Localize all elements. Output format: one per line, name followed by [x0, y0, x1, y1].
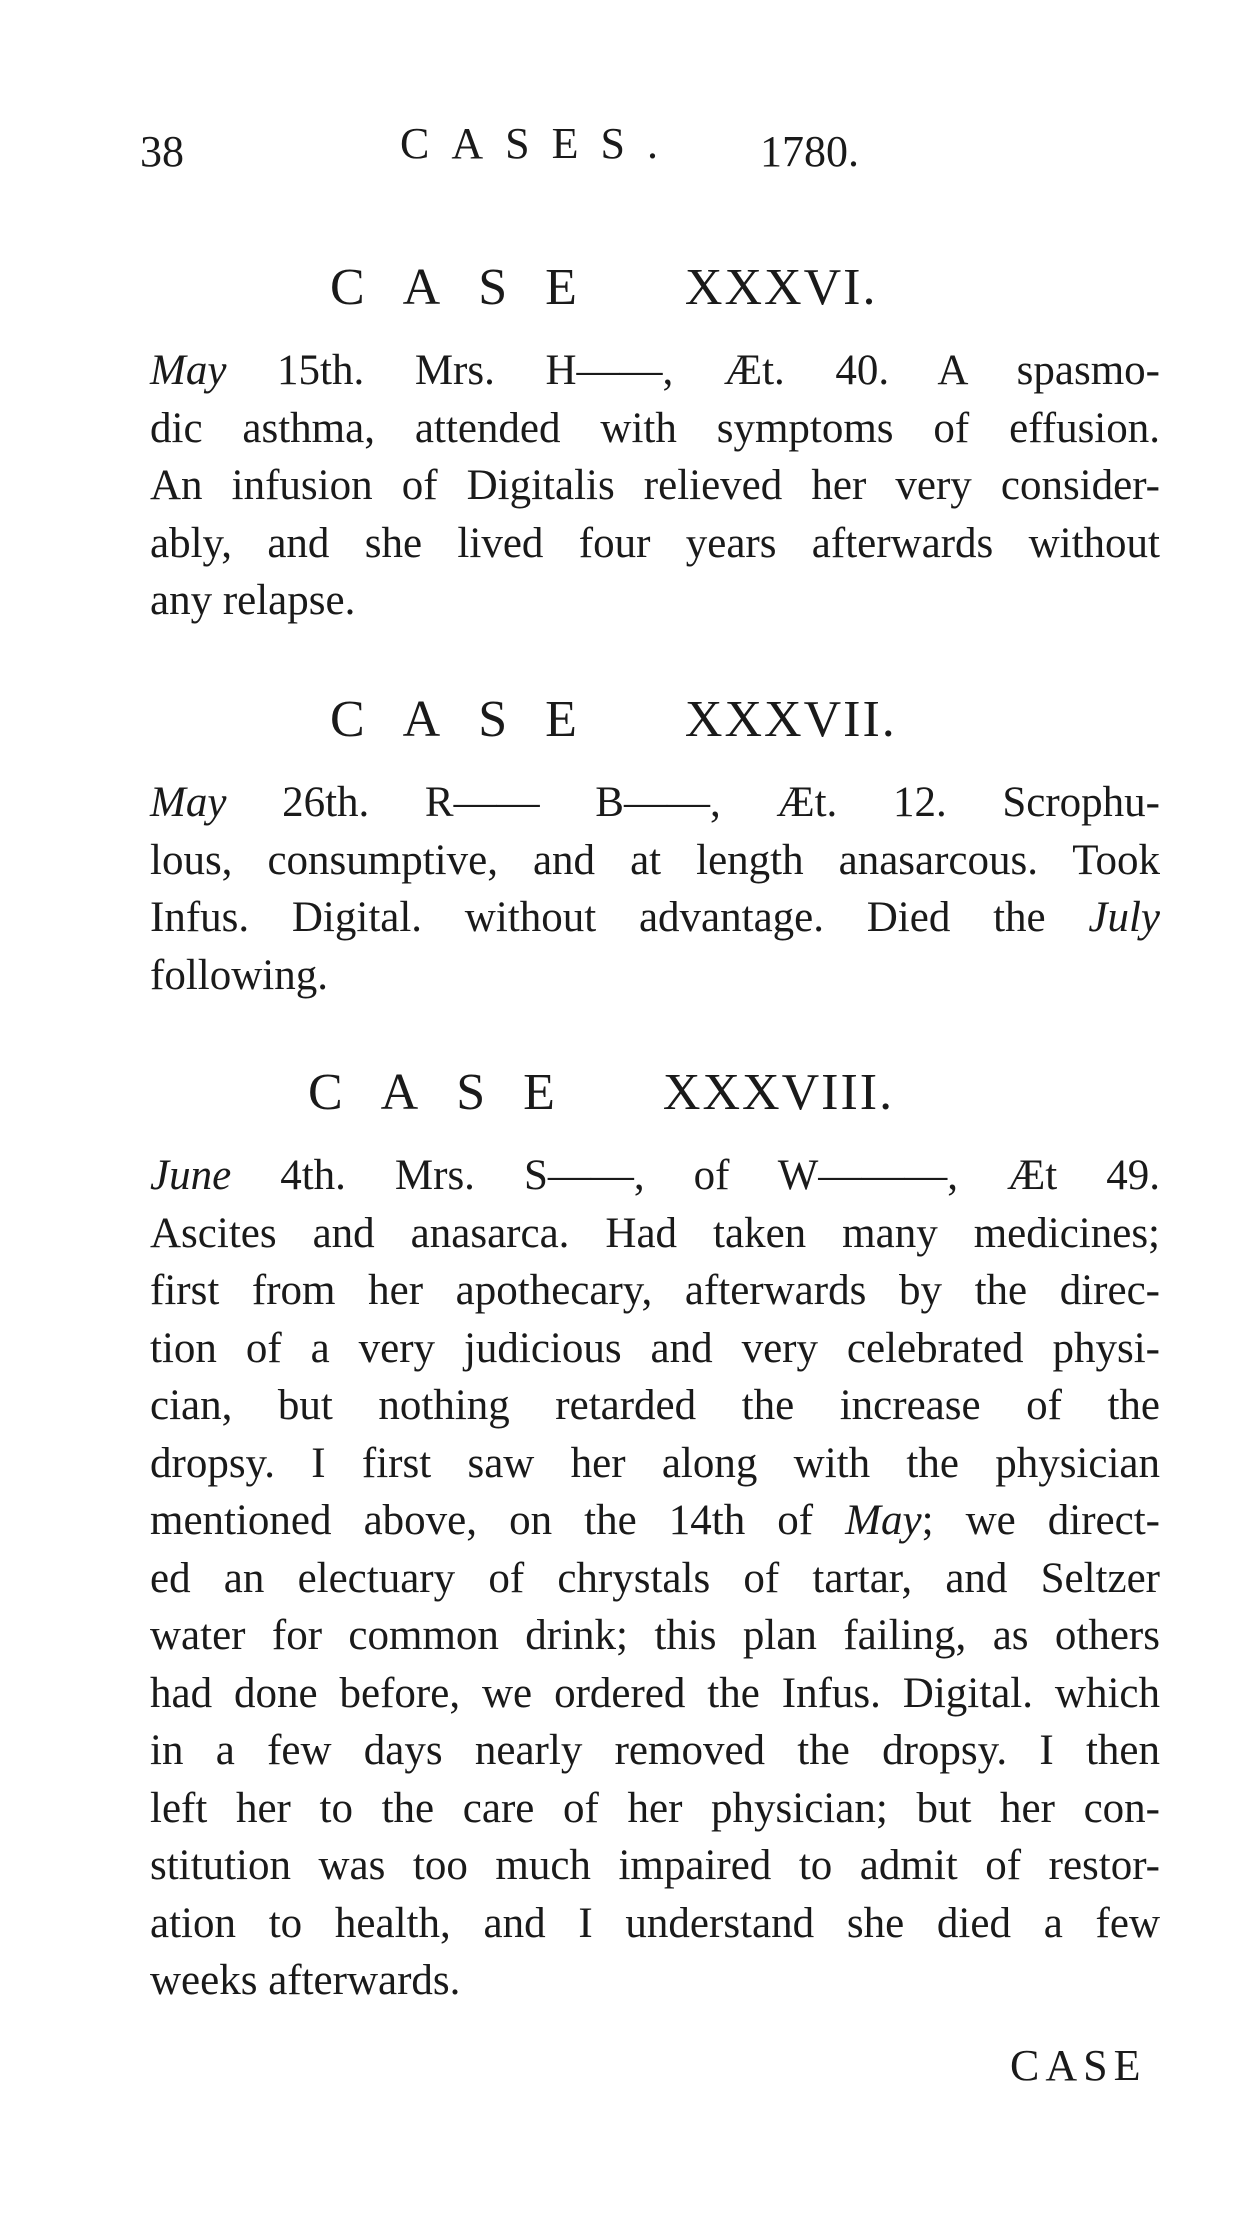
- running-head: [140, 118, 960, 178]
- text-line: tion of a very judicious and very celebrated physi-: [150, 1324, 1160, 1372]
- case-heading: [308, 1063, 894, 1122]
- text-line: May 15th. Mrs. H——, Æt. 40. A spasmo-: [150, 347, 1160, 394]
- text-line: following.: [150, 951, 328, 999]
- case-body: [150, 774, 1160, 1004]
- case-heading-number: XXXVII.: [684, 691, 897, 748]
- text-line: ation to health, and I understand she died a few: [150, 1899, 1160, 1947]
- text-line: lous, consumptive, and at length anasarcous. Took: [150, 836, 1160, 884]
- running-title: CASES.: [400, 119, 680, 168]
- text-line: dic asthma, attended with symptoms of effusion.: [150, 404, 1160, 452]
- case-heading-number: XXXVI.: [684, 259, 878, 316]
- page-number: 38: [140, 127, 184, 176]
- text-line: ably, and she lived four years afterwards without: [150, 519, 1160, 567]
- text-line: first from her apothecary, afterwards by the direc-: [150, 1267, 1160, 1314]
- text-line: had done before, we ordered the Infus. Digital. which: [150, 1669, 1160, 1717]
- running-year: 1780.: [760, 127, 859, 176]
- case-body: [150, 1147, 1160, 2010]
- text-line: June 4th. Mrs. S——, of W———, Æt 49.: [150, 1152, 1160, 1199]
- text-line: water for common drink; this plan failing, as others: [150, 1612, 1160, 1659]
- case-heading-word: CASE: [330, 259, 615, 316]
- text-line: mentioned above, on the 14th of May; we direct-: [150, 1497, 1160, 1544]
- text-line: cian, but nothing retarded the increase of the: [150, 1382, 1160, 1429]
- text-line: any relapse.: [150, 577, 356, 624]
- text-line: Ascites and anasarca. Had taken many medicines;: [150, 1209, 1160, 1257]
- text-line: dropsy. I first saw her along with the physician: [150, 1439, 1160, 1487]
- text-line: May 26th. R—— B——, Æt. 12. Scrophu-: [150, 779, 1160, 826]
- text-line: ed an electuary of chrystals of tartar, and Seltzer: [150, 1554, 1160, 1602]
- case-heading-number: XXXVIII.: [662, 1064, 895, 1121]
- catchword: CASE: [1010, 2041, 1147, 2090]
- text-line: in a few days nearly removed the dropsy. I then: [150, 1727, 1160, 1774]
- text-line: Infus. Digital. without advantage. Died the July: [150, 894, 1160, 941]
- case-heading: [330, 690, 897, 749]
- text-line: left her to the care of her physician; but her con-: [150, 1784, 1160, 1832]
- case-body: [150, 342, 1160, 630]
- text-line: weeks afterwards.: [150, 1957, 461, 2004]
- case-heading-word: CASE: [308, 1064, 593, 1121]
- case-heading: [330, 258, 877, 317]
- case-heading-word: CASE: [330, 691, 615, 748]
- text-line: An infusion of Digitalis relieved her very consider-: [150, 462, 1160, 509]
- text-line: stitution was too much impaired to admit of restor-: [150, 1842, 1160, 1889]
